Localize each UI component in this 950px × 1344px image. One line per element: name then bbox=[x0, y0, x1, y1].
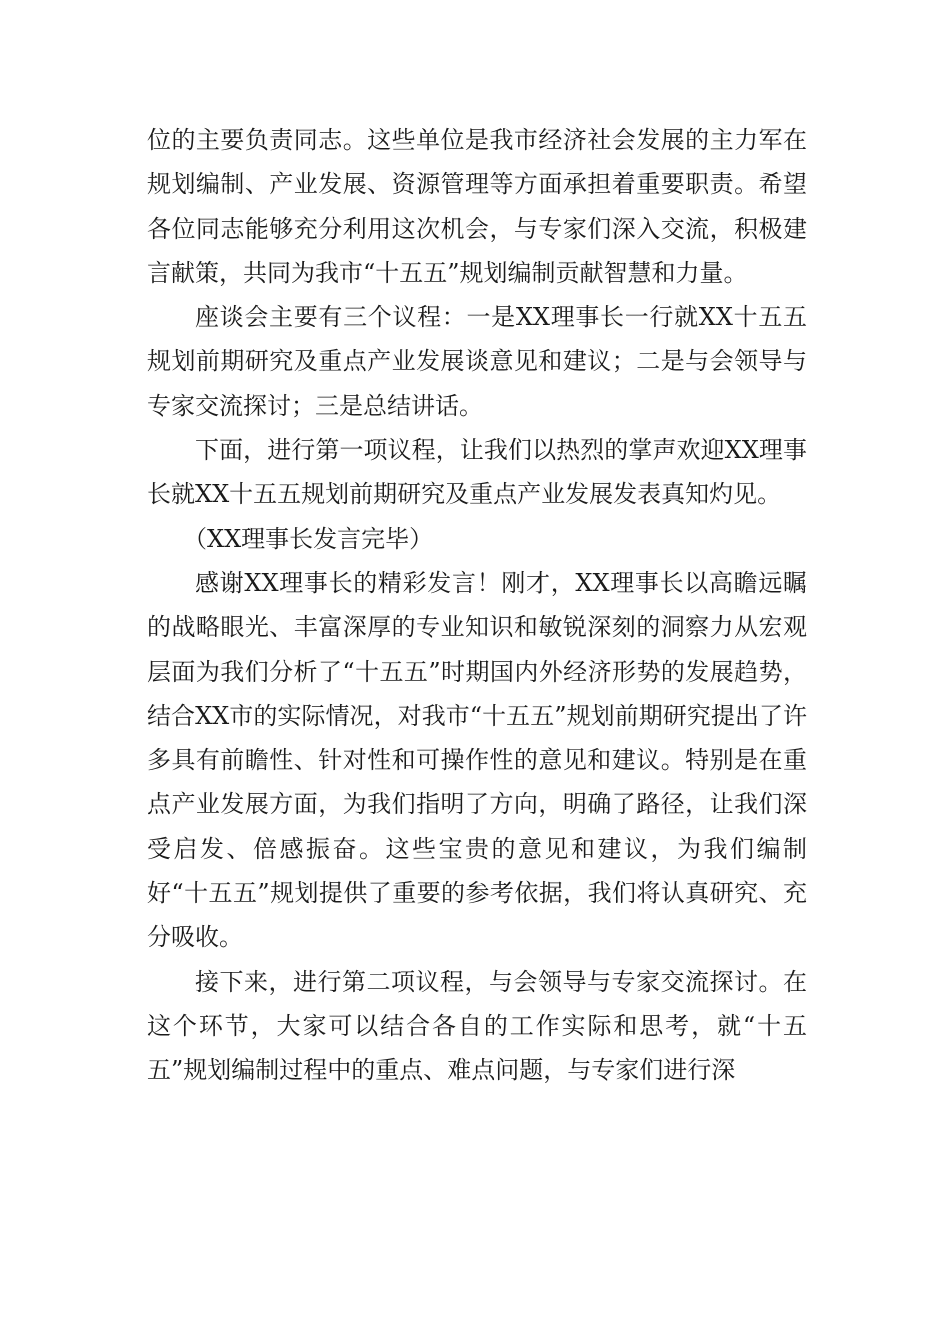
paragraph-note: （XX理事长发言完毕） bbox=[183, 524, 434, 553]
paragraph-first-item: 下面，进行第一项议程，让我们以热烈的掌声欢迎XX理事长就XX十五五规划前期研究及重点产业发展发表真知灼见。 bbox=[147, 436, 807, 509]
paragraph-second-item: 接下来，进行第二项议程，与会领导与专家交流探讨。在这个环节，大家可以结合各自的工作实际和思考，就“十五五”规划编制过程中的重点、难点问题，与专家们进行深 bbox=[147, 967, 807, 1085]
document-body bbox=[147, 118, 807, 1093]
paragraph-thanks: 感谢XX理事长的精彩发言！刚才，XX理事长以高瞻远瞩的战略眼光、丰富深厚的专业知识和敏锐深刻的洞察力从宏观层面为我们分析了“十五五”时期国内外经济形势的发展趋势，结合XX市的实际情况，对我市“十五五”规划前期研究提出了许多具有前瞻性、针对性和可操作性的意见和建议。特别是在重点产业发展方面，为我们指明了方向，明确了路径，让我们深受启发、倍感振奋。这些宝贵的意见和建议，为我们编制好“十五五”规划提供了重要的参考依据，我们将认真研究、充分吸收。 bbox=[147, 568, 807, 952]
paragraph-continuation: 位的主要负责同志。这些单位是我市经济社会发展的主力军在规划编制、产业发展、资源管理等方面承担着重要职责。希望各位同志能够充分利用这次机会，与专家们深入交流，积极建言献策，共同为我市“十五五”规划编制贡献智慧和力量。 bbox=[147, 126, 807, 287]
paragraph-agenda: 座谈会主要有三个议程：一是XX理事长一行就XX十五五规划前期研究及重点产业发展谈意见和建议；二是与会领导与专家交流探讨；三是总结讲话。 bbox=[147, 303, 807, 420]
